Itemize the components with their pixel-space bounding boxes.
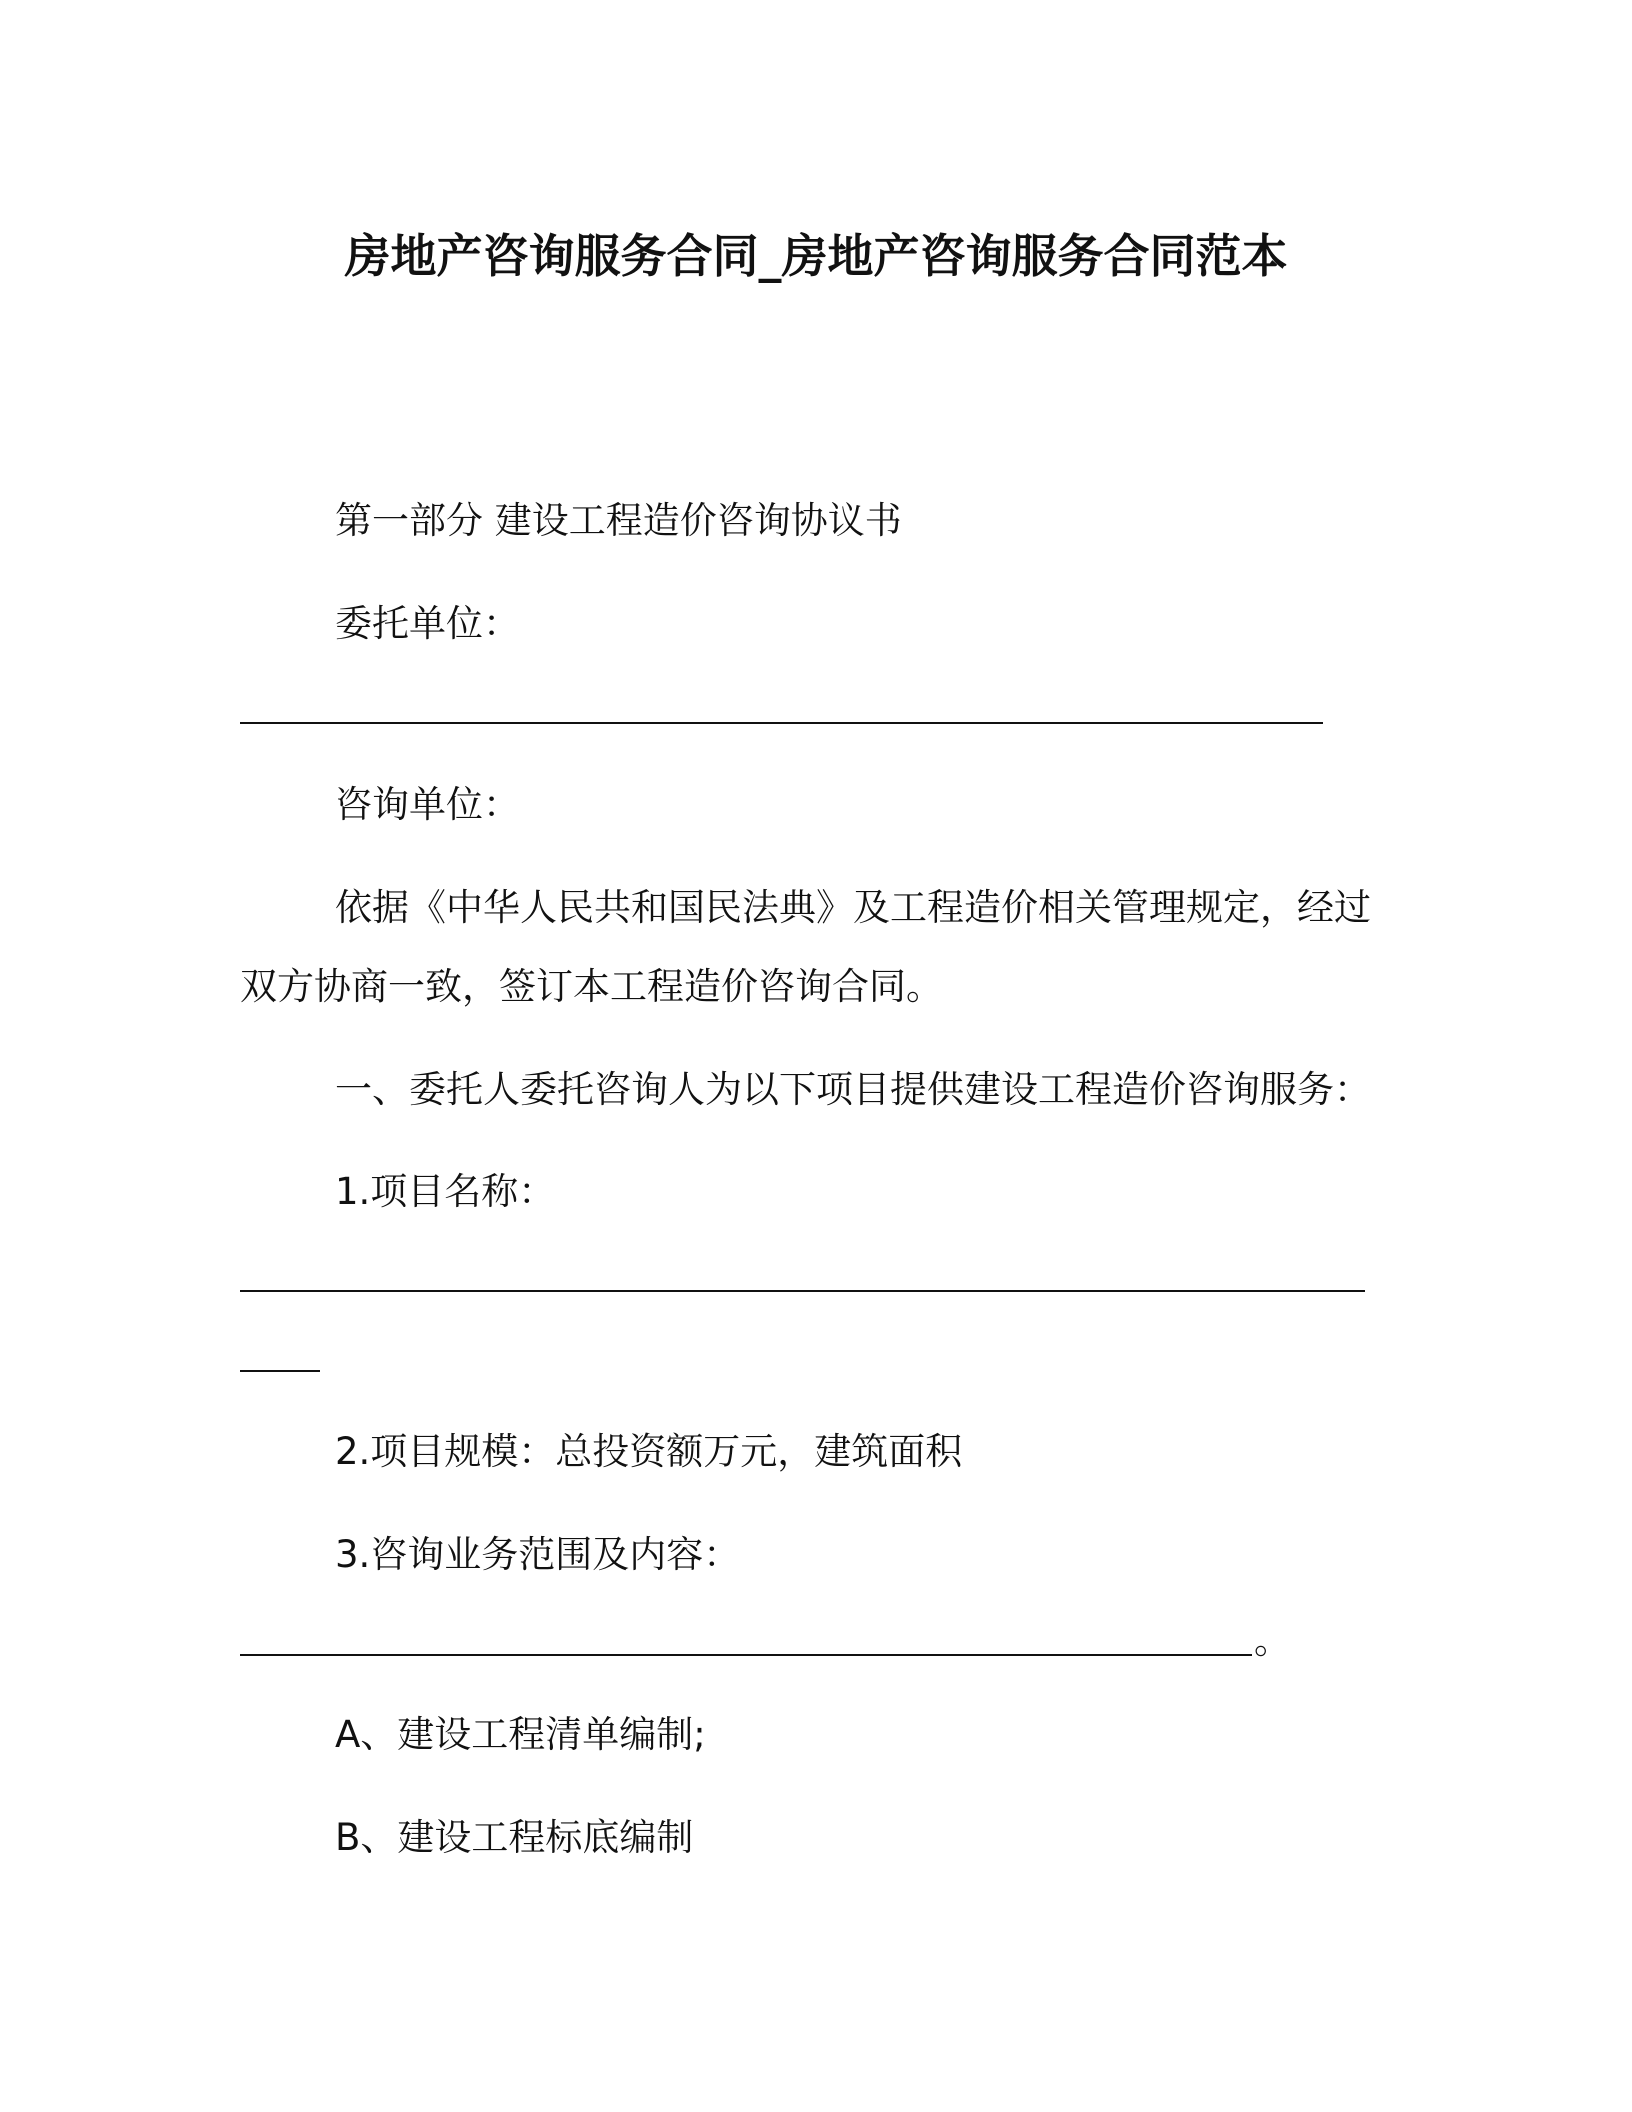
project-name-label: 1.项目名称： [335,1170,556,1213]
basis-paragraph-line-2: 双方协商一致，签订本工程造价咨询合同。 [240,965,943,1008]
basis-paragraph-line-1: 依据《中华人民共和国民法典》及工程造价相关管理规定，经过 [335,886,1371,929]
project-name-blank-line [240,1290,1365,1292]
clause-1-heading: 一、委托人委托咨询人为以下项目提供建设工程造价咨询服务： [335,1068,1371,1111]
consulting-scope-period: 。 [1254,1619,1291,1662]
project-name-blank-line-continued [240,1370,320,1372]
project-scale-label: 2.项目规模：总投资额万元，建筑面积 [335,1430,963,1473]
document-title: 房地产咨询服务合同_房地产咨询服务合同范本 [344,229,1288,283]
scope-item-a: A、建设工程清单编制; [335,1713,706,1756]
part-heading: 第一部分 建设工程造价咨询协议书 [335,499,902,542]
client-blank-line [240,722,1323,724]
client-label: 委托单位： [335,602,520,645]
consultant-label: 咨询单位： [335,783,520,826]
consulting-scope-blank-line [240,1654,1252,1656]
scope-item-b: B、建设工程标底编制 [335,1816,694,1859]
consulting-scope-label: 3.咨询业务范围及内容： [335,1533,741,1576]
